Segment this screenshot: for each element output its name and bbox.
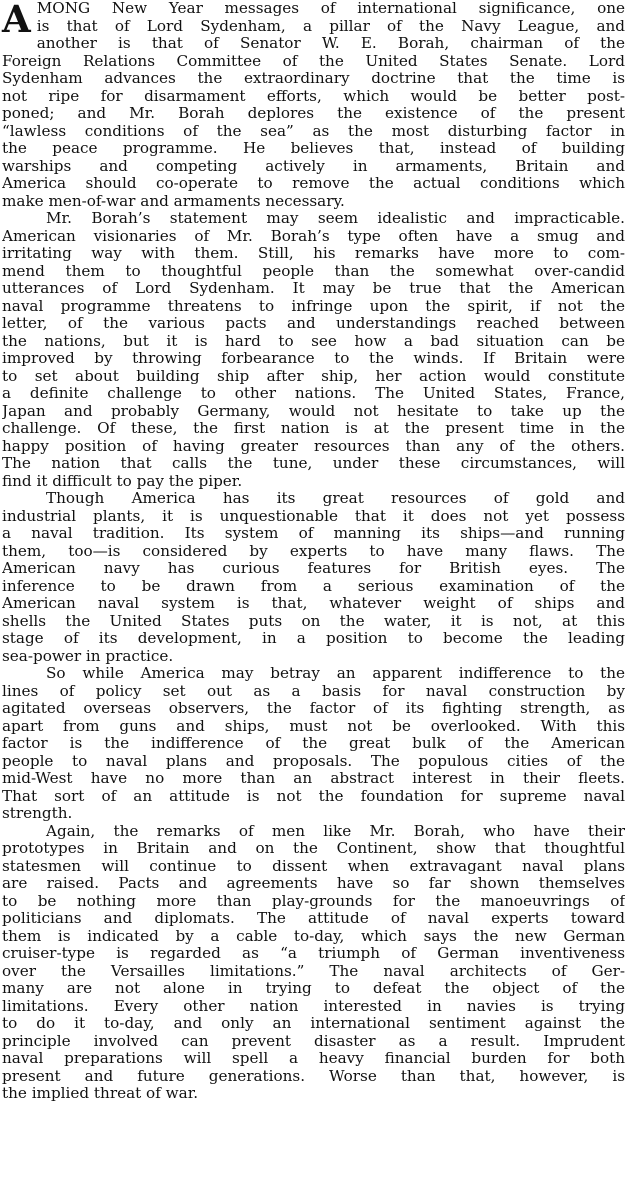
- text-line: Sydenham advances the extraordinary doctrine that the time is: [2, 70, 625, 87]
- text-line: principle involved can prevent disaster as a result. Imprudent: [2, 1032, 625, 1050]
- text-line: them, too—is considered by experts to have many flaws. The: [2, 542, 625, 560]
- text-line: strength.: [2, 805, 73, 822]
- text-line: not ripe for disarmament efforts, which would be better post-: [2, 87, 625, 105]
- paragraph-4: [2, 665, 625, 823]
- paragraph-3: [2, 490, 625, 665]
- text-line: another is that of Senator W. E. Borah, chairman of the: [36, 35, 625, 52]
- text-line: over the Versailles limitations.” The naval architects of Ger-: [2, 962, 625, 980]
- text-line: to do it to-day, and only an international sentiment against the: [2, 1015, 625, 1032]
- text-line: are raised. Pacts and agreements have so far shown themselves: [2, 875, 625, 892]
- text-line: the implied threat of war.: [2, 1085, 199, 1102]
- text-line: Though America has its great resources of gold and: [46, 490, 625, 507]
- text-line: present and future generations. Worse than that, however, is: [2, 1067, 625, 1085]
- text-line: the nations, but it is hard to see how a bad situation can be: [2, 332, 625, 350]
- text-line: mend them to thoughtful people than the somewhat over-candid: [2, 262, 625, 280]
- text-line: factor is the indifference of the great bulk of the American: [2, 735, 625, 752]
- text-line: American visionaries of Mr. Borah’s type often have a smug and: [2, 227, 625, 245]
- text-line: poned; and Mr. Borah deplores the existence of the present: [2, 105, 625, 122]
- text-line: politicians and diplomats. The attitude of naval experts toward: [2, 910, 625, 927]
- text-line: many are not alone in trying to defeat the object of the: [2, 980, 625, 997]
- text-line: naval programme threatens to infringe upon the spirit, if not the: [2, 297, 625, 315]
- text-line: prototypes in Britain and on the Continent, show that thoughtful: [2, 840, 625, 857]
- text-line: to set about building ship after ship, her action would constitute: [2, 367, 625, 385]
- text-line: to be nothing more than play-grounds for the manoeuvrings of: [2, 892, 625, 910]
- text-line: warships and competing actively in armaments, Britain and: [2, 157, 625, 175]
- text-line: MONG New Year messages of international significance, one: [36, 0, 625, 17]
- text-line: a naval tradition. Its system of manning its ships—and running: [2, 525, 625, 542]
- text-line: a definite challenge to other nations. The United States, France,: [2, 385, 625, 402]
- text-line: “lawless conditions of the sea” as the most disturbing factor in: [2, 122, 625, 140]
- text-line: agitated overseas observers, the factor of its fighting strength, as: [2, 700, 625, 717]
- text-line: is that of Lord Sydenham, a pillar of the Navy League, and: [36, 17, 625, 35]
- text-line: sea-power in practice.: [2, 647, 174, 665]
- drop-cap: A: [2, 0, 31, 41]
- text-line: Again, the remarks of men like Mr. Borah, who have their: [46, 822, 625, 840]
- paragraph-5: [2, 823, 625, 1103]
- text-line: So while America may betray an apparent indifference to the: [46, 665, 625, 682]
- text-line: Japan and probably Germany, would not hesitate to take up the: [2, 402, 625, 420]
- text-line: industrial plants, it is unquestionable that it does not yet possess: [2, 507, 625, 525]
- text-line: The nation that calls the tune, under these circumstances, will: [2, 455, 625, 472]
- text-line: happy position of having greater resources than any of the others.: [2, 437, 625, 455]
- text-line: limitations. Every other nation interested in navies is trying: [2, 997, 625, 1015]
- text-line: them is indicated by a cable to-day, which says the new German: [2, 927, 625, 945]
- text-line: shells the United States puts on the water, it is not, at this: [2, 612, 625, 630]
- paragraph-1: [2, 0, 625, 210]
- text-line: statesmen will continue to dissent when extravagant naval plans: [2, 857, 625, 875]
- text-line: stage of its development, in a position to become the leading: [2, 630, 625, 647]
- text-line: inference to be drawn from a serious examination of the: [2, 577, 625, 595]
- text-line: Foreign Relations Committee of the United States Senate. Lord: [2, 52, 625, 70]
- text-line: the peace programme. He believes that, instead of building: [2, 140, 625, 157]
- text-line: letter, of the various pacts and understandings reached between: [2, 315, 625, 332]
- text-line: lines of policy set out as a basis for naval construction by: [2, 682, 625, 700]
- text-line: That sort of an attitude is not the foundation for supreme naval: [2, 787, 625, 805]
- text-line: naval preparations will spell a heavy financial burden for both: [2, 1050, 625, 1067]
- text-line: challenge. Of these, the first nation is at the present time in the: [2, 420, 625, 437]
- text-line: cruiser-type is regarded as “a triumph of German inventiveness: [2, 945, 625, 962]
- newspaper-article: [2, 0, 625, 1198]
- text-line: irritating way with them. Still, his remarks have more to com-: [2, 245, 625, 262]
- text-line: American navy has curious features for British eyes. The: [2, 560, 625, 577]
- paragraph-2: [2, 210, 625, 490]
- text-line: improved by throwing forbearance to the winds. If Britain were: [2, 350, 625, 367]
- text-line: Mr. Borah’s statement may seem idealistic and impracticable.: [46, 210, 625, 227]
- text-line: mid-West have no more than an abstract interest in their fleets.: [2, 770, 625, 787]
- text-line: utterances of Lord Sydenham. It may be true that the American: [2, 280, 625, 297]
- text-line: people to naval plans and proposals. The populous cities of the: [2, 752, 625, 770]
- text-line: find it difficult to pay the piper.: [2, 472, 243, 490]
- text-line: America should co-operate to remove the actual conditions which: [2, 175, 625, 192]
- text-line: apart from guns and ships, must not be overlooked. With this: [2, 717, 625, 735]
- text-line: make men-of-war and armaments necessary.: [2, 192, 345, 210]
- text-line: American naval system is that, whatever weight of ships and: [2, 595, 625, 612]
